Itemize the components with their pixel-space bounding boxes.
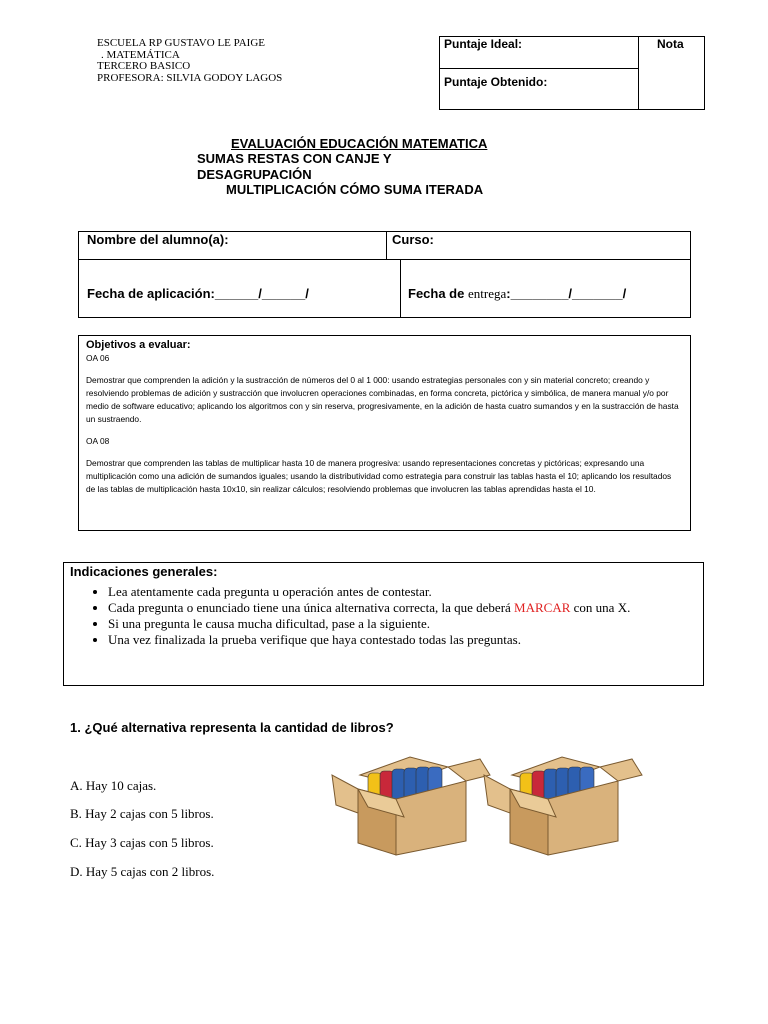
- delivery-date-label: [408, 286, 626, 302]
- subtitle-1b: DESAGRUPACIÓN: [197, 167, 312, 182]
- option-d[interactable]: D. Hay 5 cajas con 2 libros.: [70, 864, 215, 879]
- indication-item: • Una vez finalizada la prueba verifique que haya contestado todas las preguntas.: [108, 632, 697, 648]
- school-header: [97, 38, 282, 84]
- delivery-prefix: Fecha de: [408, 286, 465, 301]
- ideal-score-label: Puntaje Ideal:: [444, 37, 523, 51]
- indication-item: • Si una pregunta le causa mucha dificultad, pase a la siguiente.: [108, 616, 697, 632]
- student-info-box: [78, 231, 691, 318]
- obtained-score-label: Puntaje Obtenido:: [444, 75, 548, 89]
- objective-code-1: OA 06: [86, 353, 110, 363]
- subtitle-2: MULTIPLICACIÓN CÓMO SUMA ITERADA: [226, 182, 484, 197]
- subject: . MATEMÁTICA: [101, 48, 180, 61]
- option-a[interactable]: A. Hay 10 cajas.: [70, 778, 157, 793]
- indication-item: [108, 600, 697, 616]
- delivery-blank: :________/_______/: [506, 286, 627, 301]
- indication-text-end: con una X.: [570, 600, 631, 615]
- grade-level: TERCERO BASICO: [97, 60, 191, 72]
- student-name-label: Nombre del alumno(a):: [87, 232, 229, 247]
- objectives-box: [78, 335, 691, 531]
- objectives-title: Objetivos a evaluar:: [86, 339, 191, 351]
- indication-text: Cada pregunta o enunciado tiene una única alternativa correcta, la que deberá: [108, 600, 511, 615]
- grade-label: Nota: [657, 37, 684, 51]
- marcar-highlight: MARCAR: [514, 600, 571, 615]
- objective-text-2: Demostrar que comprenden las tablas de multiplicar hasta 10 de manera progresiva: usando representaciones concretas y pictóricas; expresando una multiplicación como una adición de sumandos iguales; usando la distributividad como estrategia para construir las tablas hasta el 10; aplicando los resultados de las tablas de multiplicación hasta 10x10, sin realizar cálculos; resolviendo problemas que involucren las tablas aprendidas hasta el 10.: [86, 458, 672, 494]
- delivery-word: entrega: [467, 286, 507, 301]
- main-title: EVALUACIÓN EDUCACIÓN MATEMATICA: [231, 136, 488, 151]
- course-label: Curso:: [392, 232, 434, 247]
- indications-list: [70, 584, 697, 648]
- indications-title: Indicaciones generales:: [70, 564, 218, 579]
- indication-item: • Lea atentamente cada pregunta u operación antes de contestar.: [108, 584, 697, 600]
- score-box: [439, 36, 705, 110]
- application-date-label: Fecha de aplicación:______/______/: [87, 286, 309, 301]
- option-c[interactable]: C. Hay 3 cajas con 5 libros.: [70, 835, 214, 850]
- school-name: ESCUELA RP GUSTAVO LE PAIGE: [97, 37, 266, 49]
- book-boxes-illustration: [330, 755, 650, 860]
- objective-code-2: OA 08: [86, 436, 110, 446]
- objective-text-1: Demostrar que comprenden la adición y la sustracción de números del 0 al 1 000: usando estrategias personales con y sin material concreto; creando y resolviendo problemas de adición y sustracción que involucren operaciones combinadas, en forma concreta, pictórica y simbólica, de manera manual y/o por medio de software educativo; aplicando los algoritmos con y sin reserva, progresivamente, en la adición de hasta cuatro sumandos y en la sustracción de hasta un sustraendo.: [86, 375, 679, 424]
- subtitle-1a: SUMAS RESTAS CON CANJE Y: [197, 151, 392, 166]
- indications-box: [63, 562, 704, 686]
- teacher: PROFESORA: SILVIA GODOY LAGOS: [97, 71, 283, 84]
- subtitle-1: [197, 151, 392, 183]
- question-1-prompt: 1. ¿Qué alternativa representa la cantidad de libros?: [70, 720, 394, 735]
- option-b[interactable]: B. Hay 2 cajas con 5 libros.: [70, 806, 214, 821]
